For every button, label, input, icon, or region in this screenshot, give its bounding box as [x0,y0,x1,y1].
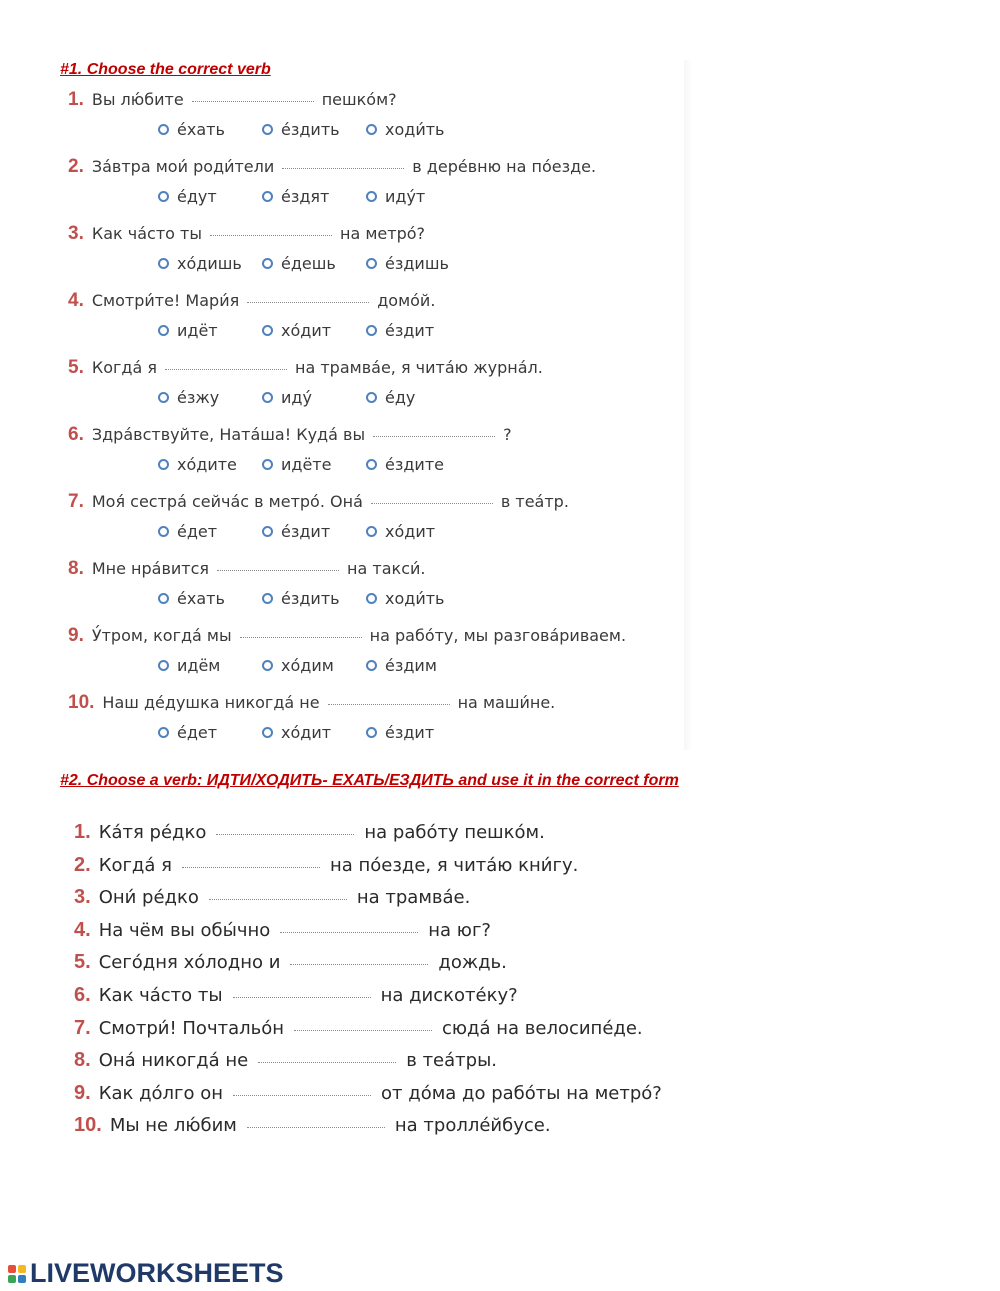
answer-blank[interactable] [240,636,362,638]
question-number: 6. [68,424,84,445]
question-text-after: на трамва́е. [356,887,471,908]
mc-question [68,424,512,474]
question-number: 7. [74,1017,91,1039]
mc-question [68,89,470,139]
radio-circle-icon[interactable] [366,191,377,202]
radio-circle-icon[interactable] [262,325,273,336]
radio-circle-icon[interactable] [366,727,377,738]
question-text-before: Мне нра́вится [91,559,210,578]
radio-option[interactable] [262,723,366,742]
option-label: иду́т [385,187,426,206]
radio-option[interactable] [262,120,366,139]
question-text-before: У́тром, когда́ мы [91,626,232,645]
answer-blank[interactable] [328,703,450,705]
question-line [68,692,555,714]
question-text-before: Смотри́те! Мари́я [91,291,240,310]
question-text-before: На чём вы обы́чно [98,920,271,941]
question-text-before: Моя́ сестра́ сейча́с в метро́. Она́ [91,492,363,511]
question-text-after: ? [503,425,512,444]
radio-circle-icon[interactable] [366,660,377,671]
question-text-after: в теа́тры. [406,1050,497,1071]
option-label: е́хать [177,589,225,608]
logo-square [8,1265,16,1273]
answer-blank[interactable] [217,569,339,571]
question-text-after: на маши́не. [457,693,556,712]
question-text-after: на юг? [428,920,491,941]
radio-circle-icon[interactable] [366,593,377,604]
answer-blank[interactable] [192,100,314,102]
radio-option[interactable] [366,187,470,206]
option-label: е́здить [281,120,340,139]
question-number: 9. [68,625,84,646]
question-number: 5. [74,951,91,973]
option-label: е́здите [385,455,444,474]
question-text-before: Сего́дня хо́лодно и [98,952,281,973]
question-text-after: на рабо́ту пешко́м. [364,822,545,843]
radio-option[interactable] [158,120,262,139]
radio-circle-icon[interactable] [158,526,169,537]
radio-option[interactable] [262,388,366,407]
radio-circle-icon[interactable] [158,325,169,336]
option-label: хо́дите [177,455,237,474]
radio-circle-icon[interactable] [158,392,169,403]
logo-square [18,1275,26,1283]
answer-blank[interactable] [233,1094,371,1096]
question-text-before: Наш де́душка никогда́ не [102,693,320,712]
question-number: 7. [68,491,84,512]
logo-mark-icon [8,1265,26,1283]
question-text-before: Мы не лю́бим [109,1115,237,1136]
option-label: е́здит [385,723,435,742]
radio-option[interactable] [366,589,470,608]
question-number: 4. [74,919,91,941]
question-text-before: Когда́ я [91,358,157,377]
question-number: 10. [74,1114,102,1136]
mc-question [68,156,596,206]
option-label: иду́ [281,388,312,407]
question-text-after: в дере́вню на по́езде. [412,157,597,176]
logo-text: LIVEWORKSHEETS [30,1258,284,1288]
radio-circle-icon[interactable] [262,258,273,269]
question-text-after: на метро́? [339,224,426,243]
option-label: е́здят [281,187,330,206]
radio-circle-icon[interactable] [158,191,169,202]
option-label: е́здить [281,589,340,608]
radio-option[interactable] [262,522,366,541]
option-label: ходи́ть [385,589,445,608]
question-number: 3. [74,886,91,908]
radio-option[interactable] [158,187,262,206]
section1-heading: #1. Choose the correct verb [60,61,271,78]
options-group [158,120,470,139]
answer-blank[interactable] [258,1061,396,1063]
radio-option[interactable] [158,321,262,340]
question-text-after: дождь. [438,952,507,973]
question-text-after: в теа́тр. [500,492,569,511]
question-text-before: За́втра мои́ роди́тели [91,157,275,176]
radio-option[interactable] [366,321,470,340]
radio-circle-icon[interactable] [262,660,273,671]
logo-square [8,1275,16,1283]
option-label: е́здишь [385,254,449,273]
question-number: 2. [68,156,84,177]
radio-option[interactable] [366,723,470,742]
radio-option[interactable] [158,388,262,407]
option-label: идёт [177,321,218,340]
options-group [158,321,470,340]
fill-question [74,951,507,974]
radio-option[interactable] [262,187,366,206]
mc-question [68,491,569,541]
answer-blank[interactable] [182,866,320,868]
question-number: 3. [68,223,84,244]
question-text-before: Здра́вствуйте, Ната́ша! Куда́ вы [91,425,366,444]
answer-blank[interactable] [280,931,418,933]
question-number: 2. [74,854,91,876]
mc-question [68,357,543,407]
fill-question [74,1017,643,1040]
radio-circle-icon[interactable] [158,727,169,738]
question-text-after: на рабо́ту, мы разгова́риваем. [369,626,627,645]
radio-circle-icon[interactable] [158,459,169,470]
option-label: е́здим [385,656,437,675]
question-text-before: Как ча́сто ты [98,985,223,1006]
radio-option[interactable] [262,656,366,675]
question-text-before: Они́ ре́дко [98,887,199,908]
question-line [68,290,470,312]
option-label: е́ду [385,388,416,407]
radio-option[interactable] [262,455,366,474]
radio-circle-icon[interactable] [158,124,169,135]
mc-question [68,558,470,608]
question-number: 10. [68,692,95,713]
liveworksheets-logo[interactable] [8,1258,284,1289]
option-label: е́хать [177,120,225,139]
question-text-after: на такси́. [347,559,426,578]
options-group [158,455,512,474]
options-group [158,522,569,541]
question-text-after: от до́ма до рабо́ты на метро́? [381,1083,662,1104]
question-line [68,491,569,513]
question-number: 9. [74,1082,91,1104]
radio-circle-icon[interactable] [366,459,377,470]
answer-blank[interactable] [282,167,404,169]
options-group [158,388,543,407]
answer-blank[interactable] [247,301,369,303]
question-text-before: Как ча́сто ты [91,224,202,243]
radio-option[interactable] [366,254,470,273]
radio-circle-icon[interactable] [158,258,169,269]
question-number: 8. [74,1049,91,1071]
option-label: е́здит [385,321,435,340]
radio-circle-icon[interactable] [366,325,377,336]
radio-circle-icon[interactable] [366,258,377,269]
radio-circle-icon[interactable] [366,392,377,403]
answer-blank[interactable] [294,1029,432,1031]
radio-option[interactable] [158,522,262,541]
fill-question [74,886,470,909]
option-label: хо́дит [281,723,332,742]
question-line [68,89,470,111]
radio-option[interactable] [366,388,470,407]
radio-option[interactable] [158,455,262,474]
section2-heading: #2. Choose a verb: ИДТИ/ХОДИТЬ- ЕХАТЬ/ЕЗДИТЬ and use it in the correct form [60,772,679,789]
radio-option[interactable] [366,522,470,541]
fill-question [74,984,518,1007]
answer-blank[interactable] [290,963,428,965]
fill-question [74,1082,662,1105]
fill-question [74,1114,551,1137]
question-text-after: пешко́м? [321,90,397,109]
option-label: хо́дишь [177,254,242,273]
question-text-before: Смотри́! Почтальо́н [98,1018,284,1039]
radio-option[interactable] [262,589,366,608]
question-text-after: на по́езде, я чита́ю кни́гу. [329,855,579,876]
radio-circle-icon[interactable] [366,526,377,537]
radio-option[interactable] [158,254,262,273]
options-group [158,187,596,206]
question-text-after: сюда́ на велосипе́де. [442,1018,643,1039]
question-text-after: домо́й. [377,291,436,310]
options-group [158,723,555,742]
radio-circle-icon[interactable] [262,124,273,135]
question-text-before: Ка́тя ре́дко [98,822,207,843]
question-text-after: на тролле́йбусе. [394,1115,551,1136]
option-label: хо́дит [385,522,436,541]
question-text-before: Вы лю́бите [91,90,184,109]
fill-question [74,821,545,844]
question-text-before: Она́ никогда́ не [98,1050,249,1071]
option-label: е́здит [281,522,331,541]
question-number: 5. [68,357,84,378]
radio-option[interactable] [158,656,262,675]
question-number: 1. [68,89,84,110]
option-label: хо́дим [281,656,334,675]
question-number: 8. [68,558,84,579]
question-line [68,223,470,245]
option-label: е́дут [177,187,217,206]
fill-question [74,919,491,942]
question-text-before: Когда́ я [98,855,172,876]
radio-option[interactable] [158,723,262,742]
option-label: хо́дит [281,321,332,340]
radio-option[interactable] [262,321,366,340]
option-label: е́дет [177,723,218,742]
radio-option[interactable] [366,120,470,139]
logo-square [18,1265,26,1273]
option-label: ходи́ть [385,120,445,139]
mc-question [68,692,555,742]
answer-blank[interactable] [210,234,332,236]
mc-question [68,223,470,273]
radio-option[interactable] [366,656,470,675]
question-line [68,424,512,446]
question-line [68,357,543,379]
radio-option[interactable] [262,254,366,273]
answer-blank[interactable] [233,996,371,998]
question-number: 1. [74,821,91,843]
radio-circle-icon[interactable] [366,124,377,135]
question-number: 6. [74,984,91,1006]
fill-question [74,854,578,877]
radio-circle-icon[interactable] [262,459,273,470]
option-label: идёте [281,455,332,474]
option-label: е́зжу [177,388,220,407]
question-text-after: на трамва́е, я чита́ю журна́л. [295,358,543,377]
radio-circle-icon[interactable] [262,593,273,604]
answer-blank[interactable] [165,368,287,370]
answer-blank[interactable] [216,833,354,835]
option-label: е́дешь [281,254,336,273]
radio-circle-icon[interactable] [262,727,273,738]
answer-blank[interactable] [209,898,347,900]
question-number: 4. [68,290,84,311]
option-label: е́дет [177,522,218,541]
option-label: идём [177,656,221,675]
question-text-before: Как до́лго он [98,1083,224,1104]
radio-circle-icon[interactable] [158,660,169,671]
question-line [68,156,596,178]
radio-circle-icon[interactable] [158,593,169,604]
radio-option[interactable] [366,455,470,474]
question-line [68,625,626,647]
radio-circle-icon[interactable] [262,526,273,537]
question-text-after: на дискоте́ку? [380,985,518,1006]
radio-circle-icon[interactable] [262,191,273,202]
question-line [68,558,470,580]
fill-question [74,1049,497,1072]
answer-blank[interactable] [371,502,493,504]
options-group [158,656,626,675]
radio-option[interactable] [158,589,262,608]
answer-blank[interactable] [247,1126,385,1128]
options-group [158,589,470,608]
radio-circle-icon[interactable] [262,392,273,403]
page-edge-shade [684,60,692,750]
mc-question [68,290,470,340]
mc-question [68,625,626,675]
answer-blank[interactable] [373,435,495,437]
options-group [158,254,470,273]
